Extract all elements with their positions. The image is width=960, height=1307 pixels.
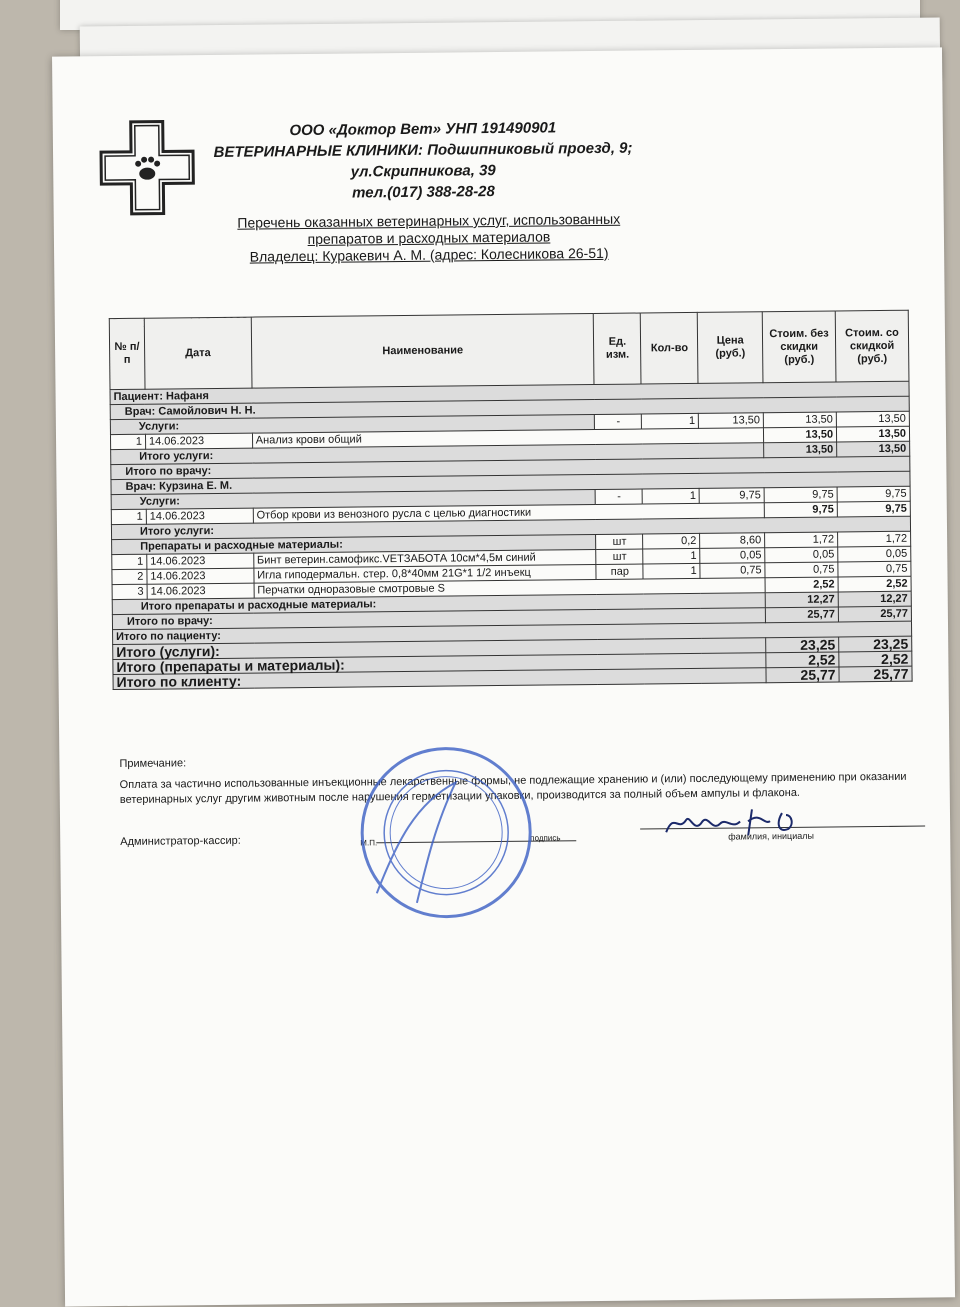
- title-line-1: Перечень оказанных ветеринарных услуг, использованных: [237, 210, 621, 231]
- invoice-sheet: [52, 47, 955, 1306]
- invoice-table: [109, 310, 913, 690]
- col-price: Цена (руб.): [698, 312, 764, 384]
- grand-total-client: Итого по клиенту: 25,77 25,77: [113, 666, 912, 689]
- services-row: Услуги: - 1 13,50 13,50 13,50: [110, 411, 909, 434]
- title-line-2: препаратов и расходных материалов: [307, 228, 551, 247]
- materials-row: Препараты и расходные материалы: шт 0,2 8,60 1,72 1,72: [112, 531, 911, 554]
- clinic-phone: тел.(017) 388-28-28: [352, 183, 495, 202]
- clinic-address: ВЕТЕРИНАРНЫЕ КЛИНИКИ: Подшипниковый проезд, 9;: [213, 139, 633, 161]
- materials-total-row: Итого препараты и расходные материалы: 12,27 12,27: [112, 591, 911, 614]
- paw-icon: [135, 157, 160, 180]
- stamp-place-label: М.П.: [360, 838, 378, 848]
- table-row: 3 14.06.2023 Перчатки одноразовые смотровые S 2,52 2,52: [112, 576, 911, 599]
- col-cost-nodisc: Стоим. без скидки (руб.): [762, 311, 836, 383]
- handwritten-signature: [660, 800, 840, 842]
- note-title: Примечание:: [119, 757, 187, 770]
- grand-total-services: Итого (услуги): 23,25 23,25: [113, 636, 912, 659]
- subtotal-row: Итого услуги: 13,50 13,50: [111, 441, 910, 464]
- patient-total-row: Итого по пациенту:: [113, 621, 912, 644]
- table-row: 1 14.06.2023 Анализ крови общий 13,50 13,50: [110, 426, 909, 449]
- clinic-address-2: ул.Скрипникова, 39: [350, 162, 496, 181]
- clinic-name: ООО «Доктор Вет» УНП 191490901: [289, 119, 557, 140]
- subtotal-row: Итого услуги:: [111, 516, 910, 539]
- table-row: 1 14.06.2023 Бинт ветерин.самофикс.VETЗАБОТА 10см*4,5м синий шт 1 0,05 0,05 0,05: [112, 546, 911, 569]
- col-num: № п/п: [109, 318, 145, 389]
- grand-total-materials: Итого (препараты и материалы): 2,52 2,52: [113, 651, 912, 674]
- clinic-header: [203, 116, 644, 205]
- doctor-row: Врач: Самойлович Н. Н.: [110, 396, 909, 419]
- clinic-stamp: [355, 742, 537, 924]
- name-caption: фамилия, инициалы: [728, 830, 814, 842]
- cashier-label: Администратор-кассир:: [120, 834, 241, 848]
- owner-line: Владелец: Куракевич А. М. (адрес: Колесникова 26-51): [249, 244, 609, 265]
- col-name: Наименование: [251, 314, 594, 389]
- patient-row: Пациент: Нафаня: [110, 381, 909, 404]
- signature-caption: подпись: [530, 833, 561, 843]
- note-text: Оплата за частично использованные инъекционные лекарственные формы, не подлежащие хранению и (или) последующему применению при оказании ветеринарных услуг другим животным после нарушения герметизации упаковки, производится за полный объем ампулы и флакона.: [119, 770, 907, 806]
- table-header: [109, 310, 909, 389]
- doctor-total-row: Итого по врачу:: [111, 456, 910, 479]
- doctor-row: Врач: Курзина Е. М.: [111, 471, 910, 494]
- col-unit: Ед. изм.: [594, 313, 642, 384]
- services-row: Услуги: - 1 9,75 9,75 9,75: [111, 486, 910, 509]
- vet-cross-logo: [99, 119, 196, 216]
- table-row: 2 14.06.2023 Игла гиподермальн. стер. 0,8*40мм 21G*1 1/2 инъекц пар 1 0,75 0,75 0,75: [112, 561, 911, 584]
- col-date: Дата: [144, 317, 252, 389]
- table-row: 1 14.06.2023 Отбор крови из венозного русла с целью диагностики 9,75 9,75: [111, 501, 910, 524]
- document-title: [204, 210, 655, 266]
- col-cost-disc: Стоим. со скидкой (руб.): [835, 310, 909, 382]
- col-qty: Кол-во: [641, 312, 699, 384]
- doctor-total-row: Итого по врачу: 25,77 25,77: [112, 606, 911, 629]
